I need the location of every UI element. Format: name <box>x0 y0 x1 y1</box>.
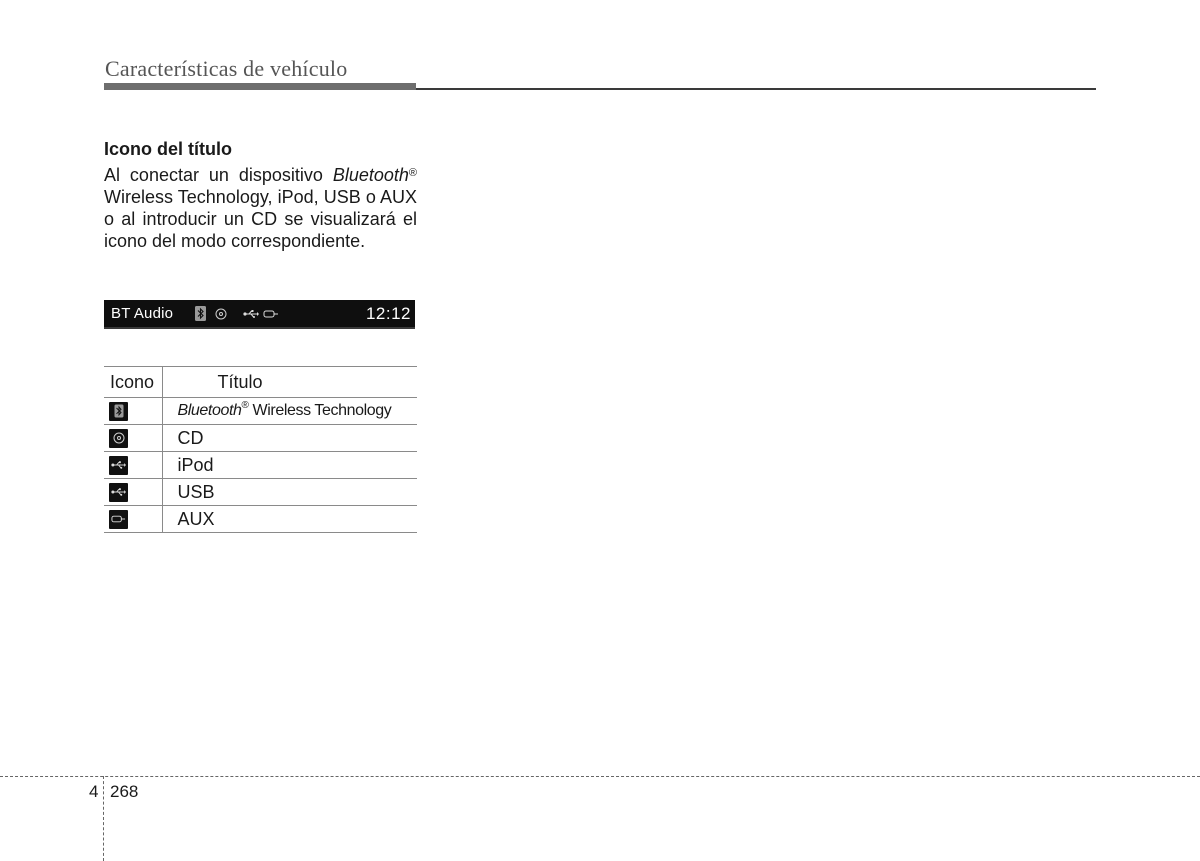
header-rule-thick <box>104 83 416 90</box>
paragraph-brand: Bluetooth <box>332 165 409 185</box>
bluetooth-icon <box>109 402 128 421</box>
usb-icon <box>109 483 128 502</box>
table-header-row <box>104 367 417 398</box>
usb-icon <box>109 456 128 475</box>
table-header-title: Título <box>162 367 417 398</box>
paragraph-text-post: Wireless Technology, iPod, USB o AUX o al introducir un CD se visualizará el icono del modo correspondiente. <box>104 187 417 251</box>
table-title-cell: CD <box>162 425 417 452</box>
table-title-registered-mark: ® <box>241 400 249 411</box>
table-row <box>104 506 417 533</box>
footer-dashed-rule <box>0 776 1200 777</box>
table-row <box>104 479 417 506</box>
status-source-label: BT Audio <box>111 305 174 322</box>
cd-icon <box>109 429 128 448</box>
page-number: 268 <box>110 782 139 801</box>
table-title-cell <box>162 398 417 425</box>
status-icons <box>195 306 279 321</box>
table-title-cell: USB <box>162 479 417 506</box>
cd-icon <box>215 308 227 320</box>
section-title: Icono del título <box>104 139 232 159</box>
table-row <box>104 452 417 479</box>
footer-vertical-dashed-rule <box>103 776 104 861</box>
table-title-cell: iPod <box>162 452 417 479</box>
aux-icon <box>109 510 128 529</box>
table-header-icon: Icono <box>104 367 162 398</box>
page-header-title: Características de vehículo <box>105 56 348 81</box>
display-status-bar <box>104 300 415 329</box>
table-row <box>104 398 417 425</box>
table-row <box>104 425 417 452</box>
icon-table <box>104 366 417 533</box>
section-paragraph <box>104 164 417 252</box>
status-clock: 12:12 <box>365 303 411 323</box>
table-title-cell: AUX <box>162 506 417 533</box>
header-rule-thin <box>416 88 1096 90</box>
table-title-brand: Bluetooth <box>177 402 242 419</box>
paragraph-text-pre: Al conectar un dispositivo <box>104 165 333 185</box>
chapter-number: 4 <box>89 782 99 801</box>
bluetooth-icon <box>195 306 206 321</box>
table-title-rest: Wireless Technology <box>248 402 392 419</box>
paragraph-registered-mark: ® <box>408 167 417 179</box>
usb-icon <box>243 309 259 319</box>
aux-icon <box>263 309 279 319</box>
